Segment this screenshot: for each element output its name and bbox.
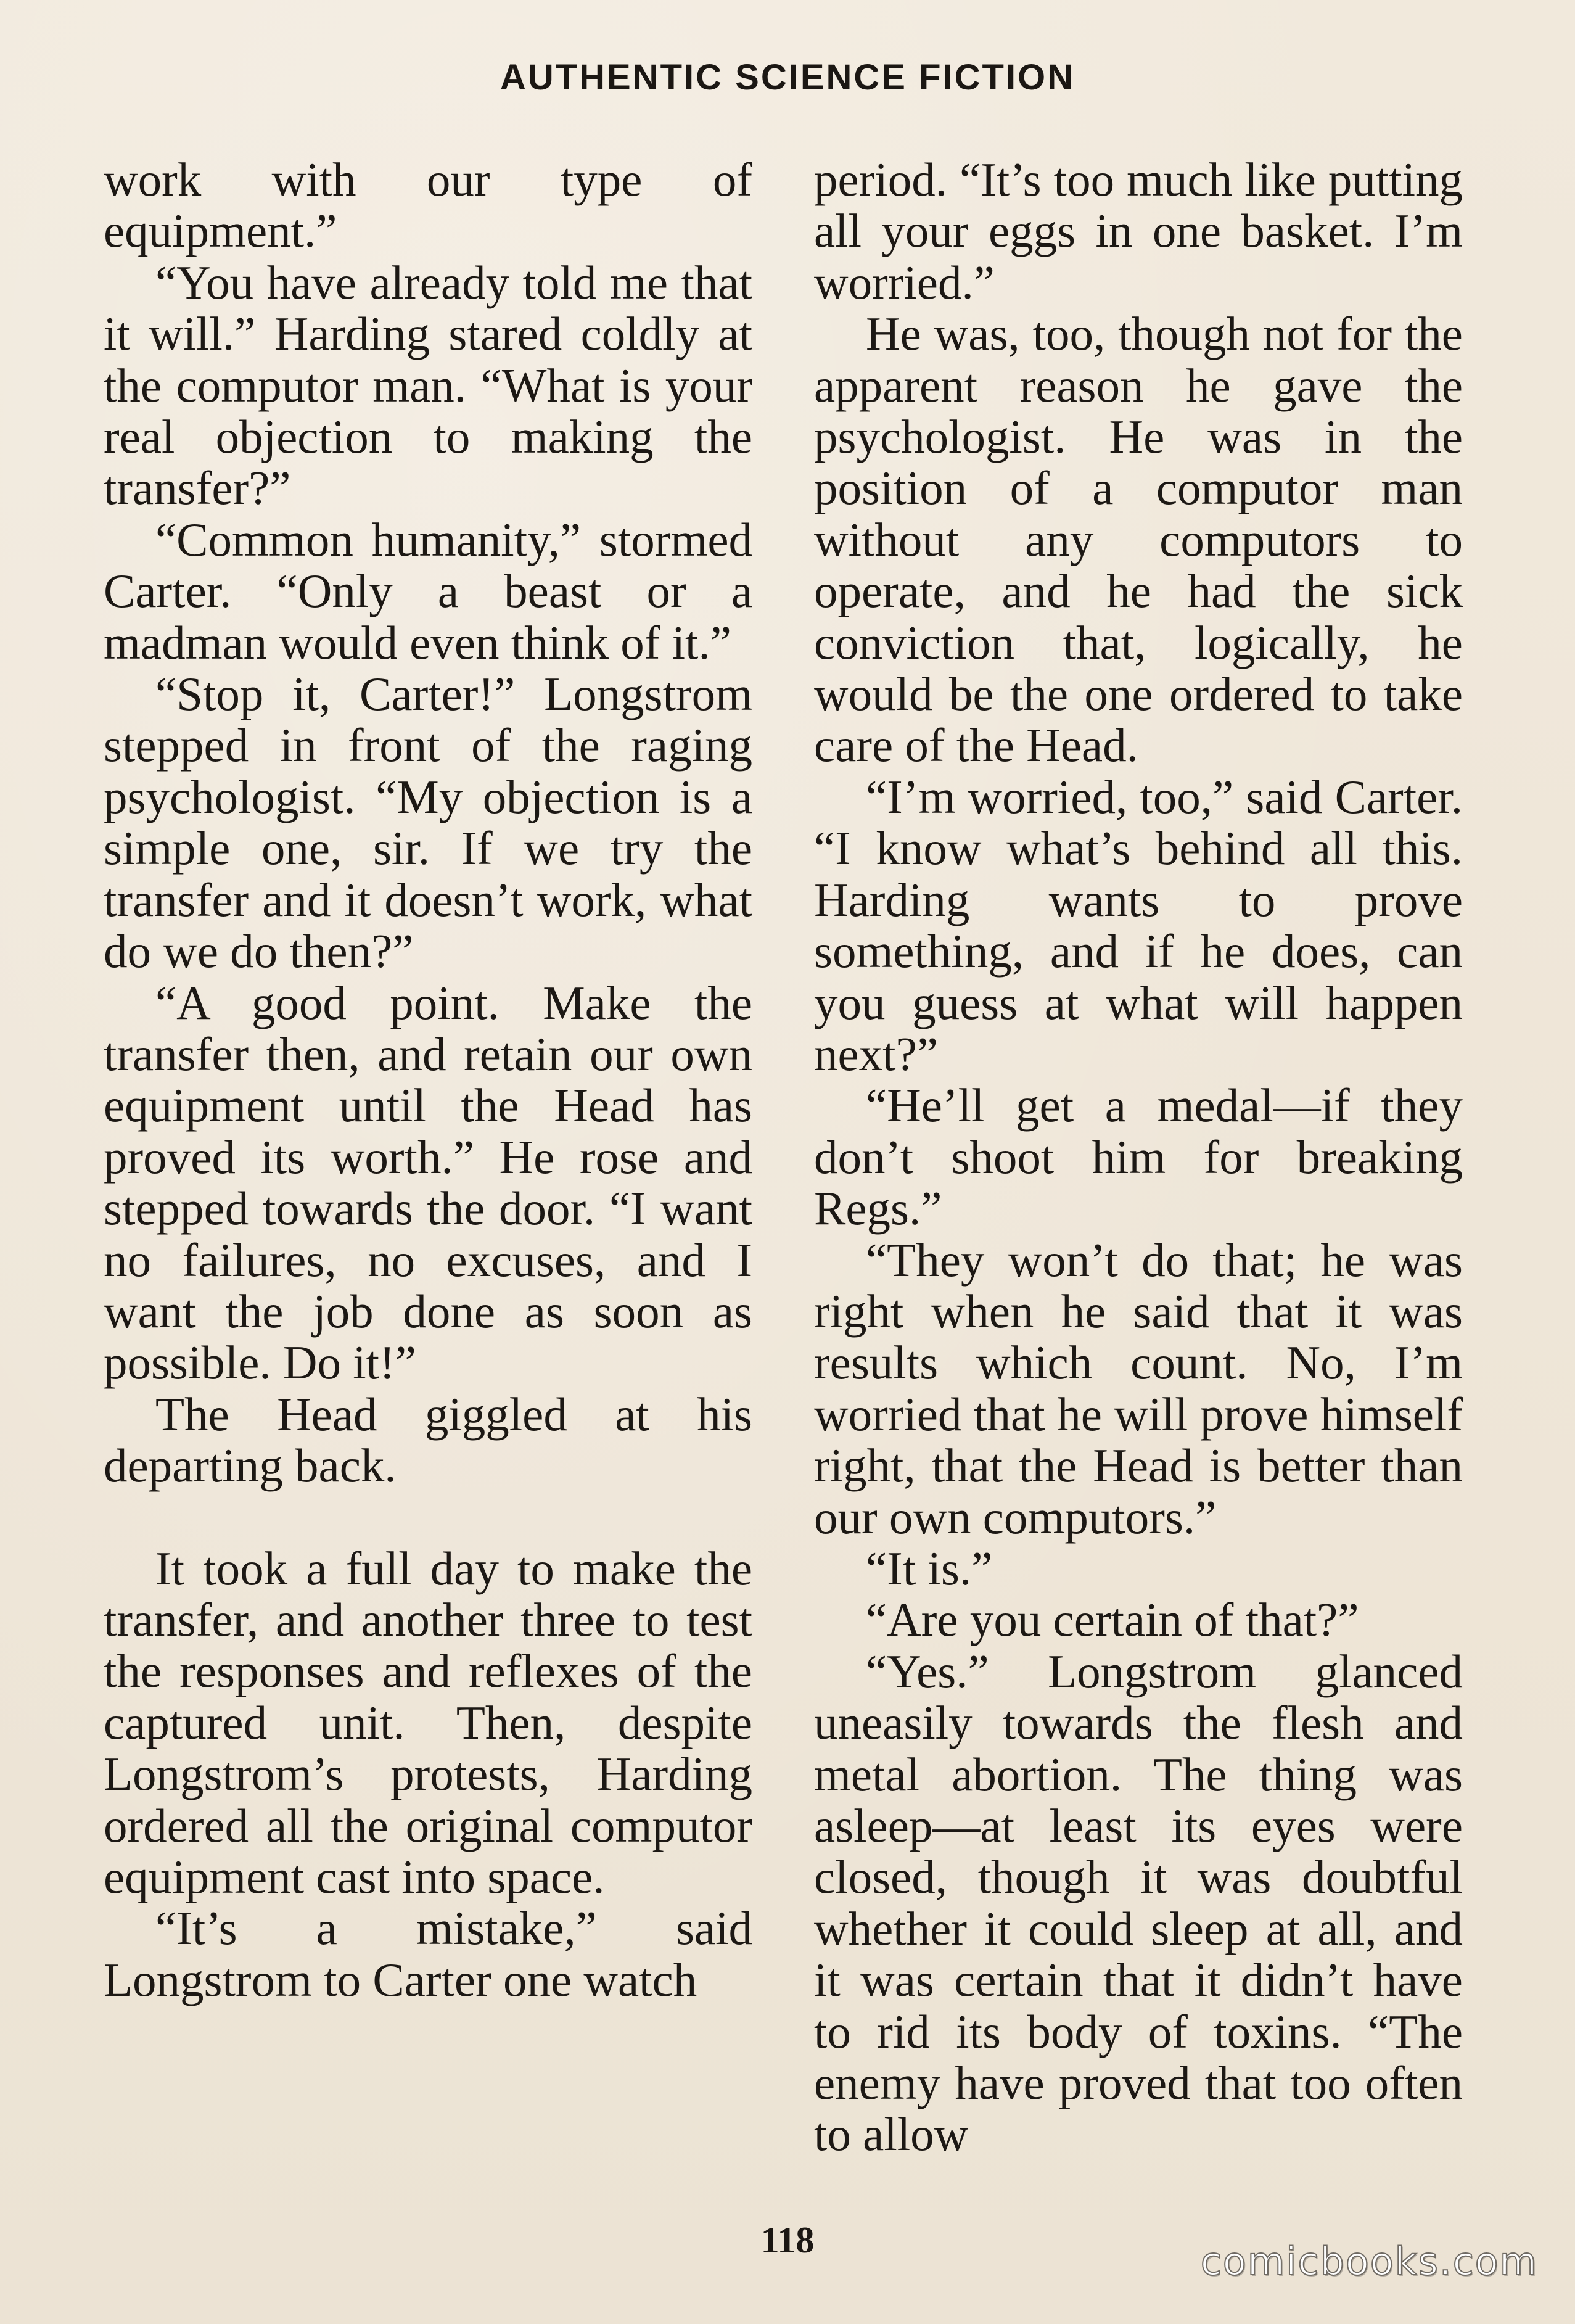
paragraph: work with our type of equipment.” [104,153,752,258]
paragraph: “You have already told me that it will.” Harding stared coldly at the computor man. “What is your real objection to making the transfer?” [104,255,752,515]
right-text-column [814,154,1463,2161]
paragraph: “They won’t do that; he was right when he said that it was results which count. No, I’m worried that he will prove himself right, that the Head is better than our own computors.” [814,1233,1463,1544]
paragraph: period. “It’s too much like putting all your eggs in one basket. I’m worried.” [814,153,1463,309]
left-text-column [104,154,752,2006]
paragraph: “Are you certain of that?” [866,1593,1359,1647]
paragraph: “A good point. Make the transfer then, and retain our own equipment until the Head has proved its worth.” He rose and stepped towards the door. “I want no failures, no excuses, and I want the job done as soon as possible. Do it!” [104,976,752,1390]
paragraph: “Yes.” Longstrom glanced uneasily towards the flesh and metal abortion. The thing was asleep—at least its eyes were closed, though it was doubtful whether it could sleep at all, and it was certain that it didn’t have to rid its body of toxins. “The enemy have proved that too often to allow [814,1644,1463,2161]
paragraph: “It’s a mistake,” said Longstrom to Carter one watch [104,1902,752,2006]
paragraph: The Head giggled at his departing back. [104,1387,752,1493]
paragraph: “It is.” [866,1541,993,1595]
running-head: AUTHENTIC SCIENCE FICTION [500,57,1075,97]
paragraph: It took a full day to make the transfer, and another three to test the responses and reflexes of the captured unit. Then, despite Longstrom’s protests, Harding ordered all the original computor equipment cast into space. [104,1541,752,1903]
watermark: comicbooks.com [1200,2239,1538,2284]
paragraph: “I’m worried, too,” said Carter. “I know what’s behind all this. Harding wants to prove something, and if he does, can you guess at what will happen next?” [814,770,1463,1081]
paragraph: “He’ll get a medal—if they don’t shoot him for breaking Regs.” [814,1079,1463,1235]
paragraph: He was, too, though not for the apparent reason he gave the psychologist. He was in the position of a computor man without any computors to operate, and he had the sick conviction that, logically, he would be the one ordered to take care of the Head. [814,307,1463,772]
paragraph: “Stop it, Carter!” Longstrom stepped in front of the raging psychologist. “My objection is a simple one, sir. If we try the transfer and it doesn’t work, what do we do then?” [104,667,752,978]
page-number: 118 [760,2220,815,2260]
paragraph: “Common humanity,” stormed Carter. “Only a beast or a madman would even think of it.” [104,513,752,669]
